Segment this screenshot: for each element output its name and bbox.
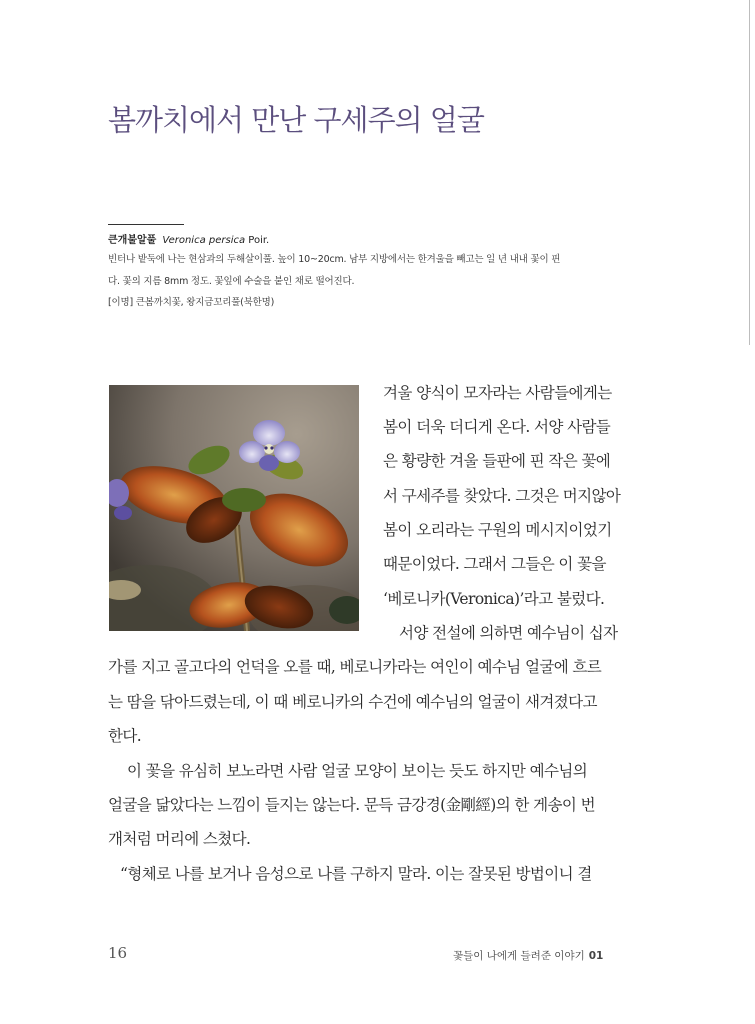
section-rule — [108, 224, 184, 225]
chapter-title: 봄까치에서 만난 구세주의 얼굴 — [108, 103, 484, 137]
body-text-line: 봄이 더욱 더디게 온다. 서양 사람들 — [383, 418, 611, 436]
body-text-line: 서 구세주를 찾았다. 그것은 머지않아 — [383, 487, 621, 505]
plant-description-line: 다. 꽃의 지름 8mm 정도. 꽃잎에 수술을 붙인 채로 떨어진다. — [108, 276, 355, 287]
plant-description-line: 빈터나 밭둑에 나는 현삼과의 두해살이풀. 높이 10~20cm. 남부 지방에서는 한겨울을 빼고는 일 년 내내 꽃이 핀 — [108, 254, 561, 265]
plant-author: Poir. — [248, 235, 270, 246]
flower-photo-illustration — [109, 385, 359, 631]
body-text-line: 겨울 양식이 모자라는 사람들에게는 — [383, 384, 612, 402]
body-text-line: 때문이었다. 그래서 그들은 이 꽃을 — [383, 555, 606, 573]
body-text-line: 한다. — [108, 727, 142, 745]
body-text-line: 이 꽃을 유심히 보노라면 사람 얼굴 모양이 보이는 듯도 하지만 예수님의 — [127, 762, 588, 780]
body-text-line: “형체로 나를 보거나 음성으로 나를 구하지 말라. 이는 잘못된 방법이니 결 — [120, 865, 592, 883]
body-text-line: 봄이 오리라는 구원의 메시지이었기 — [383, 521, 612, 539]
chapter-number: 01 — [588, 950, 604, 962]
running-title-text: 꽃들이 나에게 들려준 이야기 — [453, 950, 585, 962]
plant-name — [108, 231, 269, 246]
plant-scientific-name: Veronica persica — [162, 235, 246, 246]
body-text-line: 개처럼 머리에 스쳤다. — [108, 830, 251, 848]
body-text-line: ‘베로니카(Veronica)’라고 불렀다. — [383, 590, 605, 608]
body-text-line: 서양 전설에 의하면 예수님이 십자 — [399, 624, 618, 642]
body-text-line: 은 황량한 겨울 들판에 핀 작은 꽃에 — [383, 452, 611, 470]
flower-photo — [109, 385, 359, 631]
body-text-line: 얼굴을 닮았다는 느낌이 들지는 않는다. 문득 금강경(金剛經)의 한 게송이 번 — [108, 796, 595, 814]
plant-aliases-line: [이명] 큰봄까치꽃, 왕지금꼬리풀(북한명) — [108, 297, 275, 308]
running-title — [453, 948, 603, 963]
page-number: 16 — [108, 944, 128, 962]
body-text-line: 는 땀을 닦아드렸는데, 이 때 베로니카의 수건에 예수님의 얼굴이 새겨졌다고 — [108, 693, 597, 711]
body-text-line: 가를 지고 골고다의 언덕을 오를 때, 베로니카라는 여인이 예수님 얼굴에 흐르 — [108, 658, 602, 676]
plant-korean-name: 큰개불알풀 — [108, 235, 157, 246]
page-edge-line — [749, 0, 750, 345]
